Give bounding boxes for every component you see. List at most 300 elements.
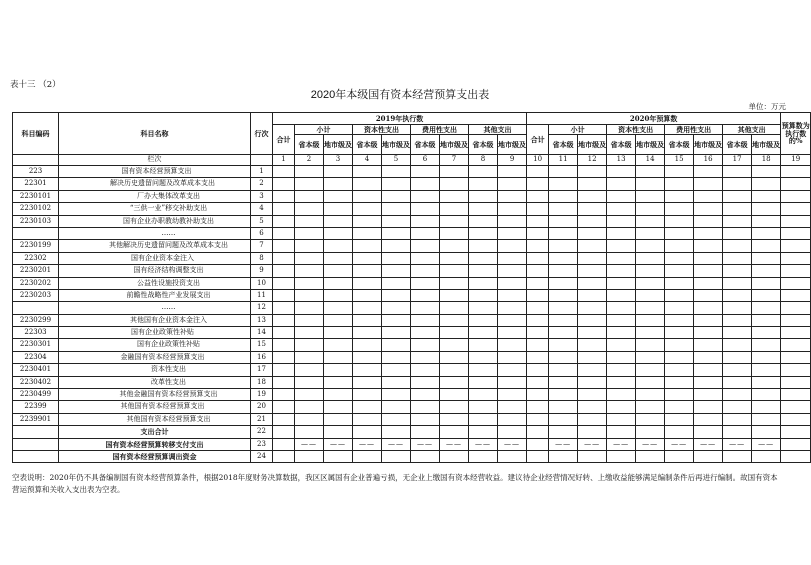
header-ratio: 预算数为执行数的% [781,113,811,155]
data-cell [498,240,527,252]
data-cell [469,339,498,351]
data-cell [411,240,440,252]
row-name: 国有企业资本金注入 [59,252,251,264]
data-cell [382,327,411,339]
row-no: 13 [251,314,273,326]
row-code: 2239901 [13,413,59,425]
row-no: 21 [251,413,273,425]
data-cell [411,166,440,178]
data-cell [549,277,578,289]
dash-cell: —— [752,438,781,450]
data-cell [723,364,752,376]
data-cell [382,364,411,376]
data-cell [498,364,527,376]
data-cell [324,215,353,227]
row-name: 国有企业政策性补贴 [59,339,251,351]
header-expense: 费用性支出 [411,125,469,135]
row-no: 6 [251,227,273,239]
page-title: 2020年本级国有资本经营预算支出表 [310,89,490,101]
data-cell [527,389,549,401]
data-cell [578,227,607,239]
data-cell [498,265,527,277]
data-cell [440,227,469,239]
dash-cell: —— [324,438,353,450]
data-cell [324,289,353,301]
data-cell [440,314,469,326]
data-cell [498,203,527,215]
data-cell [295,190,324,202]
data-cell [273,327,295,339]
data-cell [752,178,781,190]
data-cell [694,178,723,190]
row-no: 5 [251,215,273,227]
row-no: 1 [251,166,273,178]
row-code: 2230101 [13,190,59,202]
row-code: 22301 [13,178,59,190]
data-cell [752,426,781,438]
data-cell [295,327,324,339]
data-cell [781,227,811,239]
data-cell [527,302,549,314]
data-cell [353,426,382,438]
data-cell [636,339,665,351]
data-cell [440,426,469,438]
data-cell [527,438,549,450]
dash-cell: —— [694,438,723,450]
table-body [13,166,811,463]
col-label-cell [251,155,273,166]
table-row [13,426,811,438]
data-cell [527,339,549,351]
header-capital: 资本性支出 [607,125,665,135]
row-no: 12 [251,302,273,314]
data-cell [273,178,295,190]
row-name: 其他金融国有资本经营预算支出 [59,389,251,401]
row-code: 2230299 [13,314,59,326]
data-cell [382,252,411,264]
data-cell [694,364,723,376]
data-cell [665,376,694,388]
data-cell [273,265,295,277]
data-cell [752,203,781,215]
row-no: 7 [251,240,273,252]
data-cell [273,203,295,215]
data-cell [723,265,752,277]
data-cell [440,364,469,376]
col-num: 2 [295,155,324,166]
data-cell [578,240,607,252]
data-cell [723,314,752,326]
data-cell [295,265,324,277]
data-cell [324,240,353,252]
data-cell [636,166,665,178]
data-cell [440,240,469,252]
data-cell [636,203,665,215]
data-cell [295,166,324,178]
data-cell [411,327,440,339]
row-no: 2 [251,178,273,190]
data-cell [295,252,324,264]
row-name: “三供一业”移交补助支出 [59,203,251,215]
data-cell [607,376,636,388]
data-cell [781,277,811,289]
col-num: 10 [527,155,549,166]
header-other: 其他支出 [723,125,781,135]
data-cell [324,450,353,462]
data-cell [295,351,324,363]
table-row [13,203,811,215]
dash-cell: —— [636,438,665,450]
row-no: 16 [251,351,273,363]
data-cell [694,314,723,326]
row-code: 2230401 [13,364,59,376]
data-cell [353,240,382,252]
table-row [13,289,811,301]
data-cell [527,314,549,326]
row-code [13,302,59,314]
data-cell [607,203,636,215]
col-num: 5 [382,155,411,166]
data-cell [411,265,440,277]
dash-cell: —— [578,438,607,450]
row-name: 金融国有资本经营预算支出 [59,351,251,363]
data-cell [578,351,607,363]
header-prov: 省本级 [353,135,382,155]
data-cell [781,252,811,264]
data-cell [527,351,549,363]
data-cell [324,413,353,425]
data-cell [353,265,382,277]
data-cell [607,351,636,363]
data-cell [353,376,382,388]
data-cell [549,426,578,438]
data-cell [273,277,295,289]
data-cell [411,178,440,190]
data-cell [273,314,295,326]
row-no: 24 [251,450,273,462]
data-cell [781,289,811,301]
data-cell [469,401,498,413]
data-cell [781,351,811,363]
data-cell [549,413,578,425]
data-cell [694,277,723,289]
data-cell [578,413,607,425]
data-cell [549,190,578,202]
data-cell [498,389,527,401]
data-cell [527,203,549,215]
data-cell [353,252,382,264]
data-cell [382,450,411,462]
data-cell [527,227,549,239]
data-cell [353,166,382,178]
row-name: 其他解决历史遗留问题及改革成本支出 [59,240,251,252]
data-cell [636,178,665,190]
data-cell [607,450,636,462]
data-cell [578,265,607,277]
row-name: 国有企业办职教幼教补助支出 [59,215,251,227]
dash-cell: —— [665,438,694,450]
data-cell [324,265,353,277]
row-code: 22302 [13,252,59,264]
data-cell [411,289,440,301]
data-cell [382,277,411,289]
data-cell [411,215,440,227]
data-cell [411,302,440,314]
row-no: 3 [251,190,273,202]
data-cell [527,289,549,301]
data-cell [723,289,752,301]
data-cell [549,389,578,401]
dash-cell: —— [353,438,382,450]
row-code: 2230203 [13,289,59,301]
data-cell [723,450,752,462]
data-cell [295,227,324,239]
row-code: 223 [13,166,59,178]
data-cell [295,314,324,326]
data-cell [527,413,549,425]
row-name: 国有资本经营预算调出资金 [59,450,251,462]
data-cell [382,215,411,227]
data-cell [498,190,527,202]
data-cell [498,413,527,425]
data-cell [440,302,469,314]
table-row [13,227,811,239]
data-cell [324,364,353,376]
data-cell [273,240,295,252]
col-num: 1 [273,155,295,166]
table-row [13,302,811,314]
data-cell [440,277,469,289]
data-cell [295,178,324,190]
row-no: 14 [251,327,273,339]
data-cell [578,389,607,401]
data-cell [781,166,811,178]
data-cell [324,327,353,339]
data-cell [440,178,469,190]
data-cell [781,215,811,227]
data-cell [665,178,694,190]
data-cell [527,426,549,438]
col-num: 6 [411,155,440,166]
data-cell [636,190,665,202]
data-cell [723,327,752,339]
data-cell [752,190,781,202]
data-cell [636,277,665,289]
unit-label: 单位：万元 [748,102,786,111]
data-cell [353,389,382,401]
data-cell [469,327,498,339]
row-code: 2230103 [13,215,59,227]
header-city: 地市级及 [694,135,723,155]
data-cell [665,302,694,314]
data-cell [411,413,440,425]
data-cell [607,426,636,438]
data-cell [665,215,694,227]
data-cell [665,389,694,401]
data-cell [382,339,411,351]
data-cell [382,178,411,190]
data-cell [578,178,607,190]
data-cell [549,314,578,326]
data-cell [549,203,578,215]
header-prov: 省本级 [411,135,440,155]
data-cell [440,389,469,401]
data-cell [382,166,411,178]
row-name: 国有企业政策性补贴 [59,327,251,339]
data-cell [636,364,665,376]
data-cell [411,277,440,289]
data-cell [440,265,469,277]
data-cell [469,364,498,376]
data-cell [469,240,498,252]
data-cell [440,203,469,215]
data-cell [607,190,636,202]
data-cell [273,389,295,401]
col-num: 16 [694,155,723,166]
data-cell [498,327,527,339]
table-row [13,240,811,252]
header-prov: 省本级 [295,135,324,155]
data-cell [549,351,578,363]
data-cell [781,450,811,462]
row-no: 4 [251,203,273,215]
row-no: 18 [251,376,273,388]
row-no: 10 [251,277,273,289]
table-row [13,413,811,425]
data-cell [752,227,781,239]
data-cell [382,240,411,252]
data-cell [382,351,411,363]
data-cell [324,190,353,202]
data-cell [752,240,781,252]
data-cell [382,203,411,215]
data-cell [636,240,665,252]
data-cell [607,413,636,425]
data-cell [469,289,498,301]
data-cell [723,389,752,401]
header-name: 科目名称 [59,113,251,155]
data-cell [723,227,752,239]
data-cell [324,314,353,326]
data-cell [440,339,469,351]
table-row [13,178,811,190]
table-row [13,215,811,227]
data-cell [273,227,295,239]
data-cell [353,190,382,202]
data-cell [781,364,811,376]
col-label-cell [13,155,59,166]
data-cell [723,401,752,413]
data-cell [636,227,665,239]
data-cell [440,327,469,339]
data-cell [273,438,295,450]
data-cell [636,351,665,363]
data-cell [578,289,607,301]
dash-cell: —— [469,438,498,450]
dash-cell: —— [295,438,324,450]
data-cell [636,401,665,413]
col-num: 18 [752,155,781,166]
data-cell [273,252,295,264]
data-cell [440,376,469,388]
data-cell [295,277,324,289]
col-num: 13 [607,155,636,166]
data-cell [636,426,665,438]
data-cell [752,252,781,264]
data-cell [723,302,752,314]
data-cell [549,215,578,227]
data-cell [469,227,498,239]
row-code: 2230199 [13,240,59,252]
data-cell [382,227,411,239]
data-cell [607,302,636,314]
data-cell [324,277,353,289]
data-cell [781,327,811,339]
data-cell [694,190,723,202]
data-cell [498,227,527,239]
data-cell [752,302,781,314]
data-cell [607,227,636,239]
data-cell [498,252,527,264]
col-num: 7 [440,155,469,166]
data-cell [440,413,469,425]
data-cell [723,277,752,289]
data-cell [498,426,527,438]
data-cell [607,178,636,190]
data-cell [752,289,781,301]
row-no: 8 [251,252,273,264]
data-cell [273,450,295,462]
header-city: 地市级及 [578,135,607,155]
dash-cell: —— [498,438,527,450]
data-cell [469,265,498,277]
row-name: 国有资本经营预算支出 [59,166,251,178]
data-cell [295,339,324,351]
data-cell [607,339,636,351]
data-cell [781,178,811,190]
row-name: 厂办大集体改革支出 [59,190,251,202]
data-cell [578,215,607,227]
data-cell [273,166,295,178]
data-cell [324,426,353,438]
data-cell [353,227,382,239]
data-cell [382,376,411,388]
data-cell [549,252,578,264]
data-cell [636,376,665,388]
data-cell [324,376,353,388]
data-cell [295,302,324,314]
data-cell [549,240,578,252]
row-name: 其他国有企业资本金注入 [59,314,251,326]
data-cell [469,376,498,388]
data-cell [549,178,578,190]
data-cell [607,277,636,289]
table-row [13,364,811,376]
data-cell [527,364,549,376]
data-cell [578,327,607,339]
row-name: 资本性支出 [59,364,251,376]
data-cell [498,289,527,301]
data-cell [469,178,498,190]
data-cell [636,327,665,339]
table-row [13,277,811,289]
data-cell [382,401,411,413]
data-cell [665,401,694,413]
row-name: 改革性支出 [59,376,251,388]
data-cell [723,240,752,252]
data-cell [353,351,382,363]
data-cell [353,203,382,215]
